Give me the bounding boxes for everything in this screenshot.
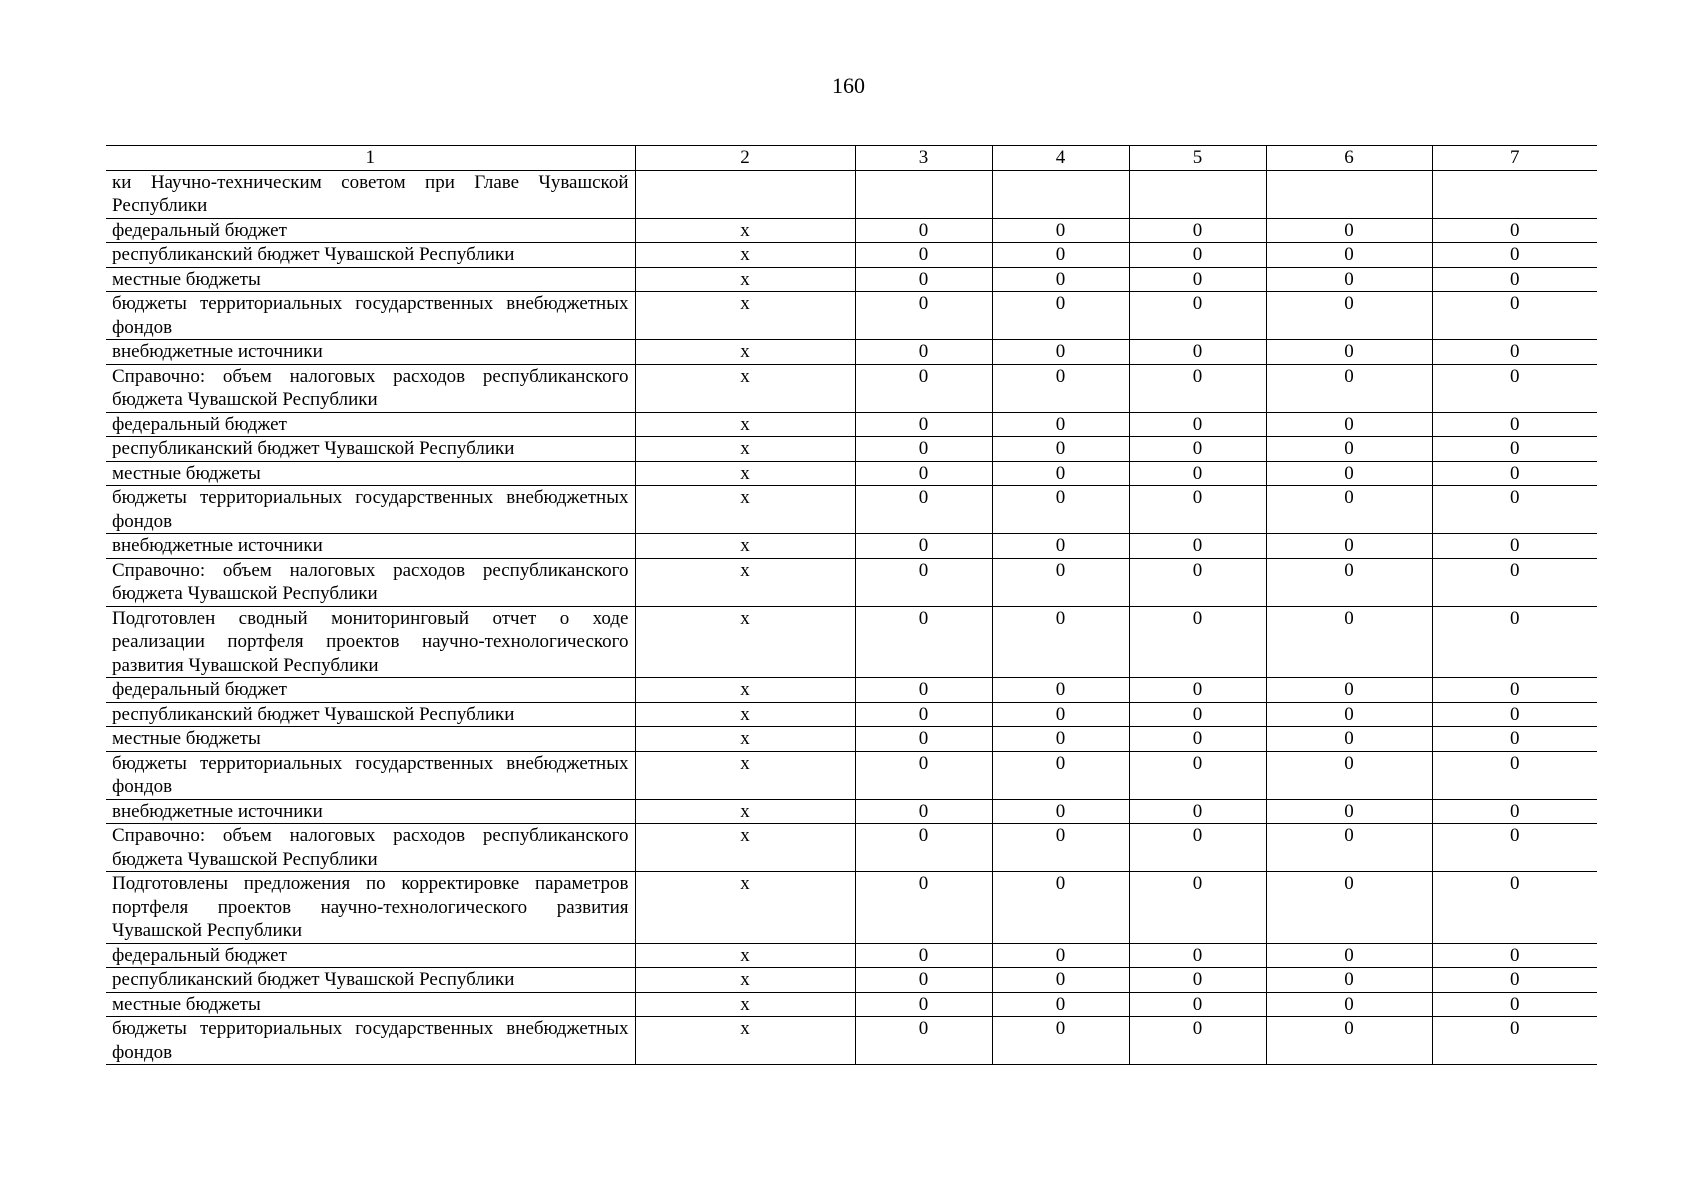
page-number: 160: [832, 73, 865, 98]
table-cell: х: [635, 340, 855, 365]
row-label: федеральный бюджет: [106, 943, 635, 968]
table-cell: 0: [1129, 727, 1266, 752]
table-cell: 0: [855, 727, 992, 752]
table-cell: 0: [855, 461, 992, 486]
table-cell: 0: [855, 486, 992, 534]
table-cell: 0: [855, 702, 992, 727]
table-cell: 0: [1266, 606, 1432, 678]
column-header: 4: [992, 146, 1129, 171]
table-cell: 0: [1266, 727, 1432, 752]
table-row: [106, 678, 1597, 703]
column-header: 5: [1129, 146, 1266, 171]
table-cell: 0: [1266, 340, 1432, 365]
table-cell: [1266, 170, 1432, 218]
table-row: [106, 1017, 1597, 1065]
table-row: [106, 799, 1597, 824]
table-cell: 0: [1129, 943, 1266, 968]
table-cell: 0: [1432, 437, 1597, 462]
row-label: Подготовлены предложения по корректировке параметров портфеля проектов научно-технологического развития Чувашской Республики: [106, 872, 635, 944]
row-label: Подготовлен сводный мониторинговый отчет о ходе реализации портфеля проектов научно-технологического развития Чувашской Республики: [106, 606, 635, 678]
table-row: [106, 170, 1597, 218]
table-cell: 0: [1432, 218, 1597, 243]
table-cell: 0: [992, 943, 1129, 968]
table-cell: х: [635, 606, 855, 678]
row-label: Справочно: объем налоговых расходов республиканского бюджета Чувашской Республики: [106, 364, 635, 412]
table-cell: 0: [1266, 534, 1432, 559]
table-cell: 0: [992, 727, 1129, 752]
table-cell: 0: [1129, 292, 1266, 340]
table-cell: 0: [1129, 606, 1266, 678]
row-label: республиканский бюджет Чувашской Республики: [106, 243, 635, 268]
table-cell: 0: [1129, 534, 1266, 559]
row-label: бюджеты территориальных государственных внебюджетных фондов: [106, 751, 635, 799]
table-cell: 0: [1266, 751, 1432, 799]
row-label: внебюджетные источники: [106, 534, 635, 559]
table-cell: 0: [1432, 1017, 1597, 1065]
table-cell: 0: [855, 218, 992, 243]
column-header: 3: [855, 146, 992, 171]
table-row: [106, 218, 1597, 243]
table-cell: 0: [992, 751, 1129, 799]
table-cell: х: [635, 678, 855, 703]
column-header: 7: [1432, 146, 1597, 171]
table-cell: 0: [855, 340, 992, 365]
table-cell: 0: [992, 872, 1129, 944]
table-cell: 0: [1432, 824, 1597, 872]
table-cell: х: [635, 968, 855, 993]
table-cell: 0: [855, 412, 992, 437]
table-cell: х: [635, 751, 855, 799]
table-cell: х: [635, 218, 855, 243]
table-cell: 0: [1432, 968, 1597, 993]
table-cell: 0: [855, 943, 992, 968]
table-cell: х: [635, 292, 855, 340]
row-label: местные бюджеты: [106, 267, 635, 292]
table-cell: 0: [855, 678, 992, 703]
row-label: республиканский бюджет Чувашской Республики: [106, 968, 635, 993]
table-row: [106, 243, 1597, 268]
table-cell: 0: [1129, 751, 1266, 799]
table-cell: 0: [992, 702, 1129, 727]
table-cell: 0: [1432, 799, 1597, 824]
table-cell: 0: [855, 292, 992, 340]
table-cell: 0: [1266, 486, 1432, 534]
table-cell: 0: [1432, 486, 1597, 534]
table-cell: 0: [992, 292, 1129, 340]
table-body: [106, 170, 1597, 1065]
table-cell: 0: [855, 558, 992, 606]
table-row: [106, 968, 1597, 993]
table-cell: 0: [992, 340, 1129, 365]
table-cell: 0: [855, 1017, 992, 1065]
table-cell: х: [635, 872, 855, 944]
table-cell: 0: [1432, 340, 1597, 365]
table-row: [106, 943, 1597, 968]
table-cell: 0: [1266, 292, 1432, 340]
column-header: 1: [106, 146, 635, 171]
table-cell: 0: [1432, 606, 1597, 678]
column-header: 6: [1266, 146, 1432, 171]
table-cell: 0: [992, 1017, 1129, 1065]
table-row: [106, 558, 1597, 606]
table-cell: 0: [992, 412, 1129, 437]
table-cell: х: [635, 364, 855, 412]
table-cell: 0: [1129, 243, 1266, 268]
table-row: [106, 992, 1597, 1017]
row-label: ки Научно-техническим советом при Главе Чувашской Республики: [106, 170, 635, 218]
row-label: Справочно: объем налоговых расходов республиканского бюджета Чувашской Республики: [106, 824, 635, 872]
table-cell: 0: [1266, 364, 1432, 412]
table-cell: 0: [992, 824, 1129, 872]
row-label: местные бюджеты: [106, 992, 635, 1017]
table-cell: 0: [1432, 727, 1597, 752]
table-cell: 0: [1129, 1017, 1266, 1065]
table-cell: х: [635, 267, 855, 292]
table-cell: 0: [1432, 702, 1597, 727]
table-cell: 0: [1129, 678, 1266, 703]
row-label: федеральный бюджет: [106, 218, 635, 243]
table-cell: 0: [1432, 243, 1597, 268]
table-cell: 0: [1266, 992, 1432, 1017]
table-cell: х: [635, 243, 855, 268]
table-row: [106, 727, 1597, 752]
table-cell: 0: [1266, 872, 1432, 944]
table-row: [106, 267, 1597, 292]
table-row: [106, 606, 1597, 678]
table-cell: 0: [1129, 412, 1266, 437]
table-cell: х: [635, 461, 855, 486]
table-cell: 0: [1129, 340, 1266, 365]
row-label: внебюджетные источники: [106, 340, 635, 365]
table-cell: 0: [855, 824, 992, 872]
table-cell: х: [635, 1017, 855, 1065]
table-row: [106, 702, 1597, 727]
table-cell: 0: [1432, 461, 1597, 486]
table-cell: 0: [1266, 702, 1432, 727]
table-cell: 0: [1432, 292, 1597, 340]
table-row: [106, 534, 1597, 559]
row-label: федеральный бюджет: [106, 678, 635, 703]
table-cell: 0: [1129, 968, 1266, 993]
row-label: республиканский бюджет Чувашской Республики: [106, 437, 635, 462]
table-cell: 0: [992, 799, 1129, 824]
table-cell: [855, 170, 992, 218]
row-label: местные бюджеты: [106, 727, 635, 752]
table-cell: 0: [1266, 437, 1432, 462]
table-cell: х: [635, 534, 855, 559]
table-cell: 0: [1129, 218, 1266, 243]
table-cell: 0: [1266, 267, 1432, 292]
table-row: [106, 461, 1597, 486]
table-row: [106, 751, 1597, 799]
table-cell: 0: [855, 799, 992, 824]
table-cell: 0: [1129, 702, 1266, 727]
table-cell: 0: [1432, 364, 1597, 412]
table-cell: 0: [1432, 943, 1597, 968]
row-label: бюджеты территориальных государственных внебюджетных фондов: [106, 486, 635, 534]
table-cell: 0: [992, 486, 1129, 534]
table-row: [106, 364, 1597, 412]
table-cell: 0: [1432, 992, 1597, 1017]
table-cell: 0: [992, 461, 1129, 486]
table-cell: 0: [992, 534, 1129, 559]
table-cell: 0: [1129, 461, 1266, 486]
table-cell: 0: [855, 243, 992, 268]
row-label: внебюджетные источники: [106, 799, 635, 824]
table-cell: 0: [855, 872, 992, 944]
table-cell: 0: [992, 267, 1129, 292]
table-cell: 0: [855, 968, 992, 993]
table-cell: 0: [992, 558, 1129, 606]
table-cell: х: [635, 437, 855, 462]
table-cell: 0: [992, 678, 1129, 703]
table-row: [106, 872, 1597, 944]
table-cell: [1432, 170, 1597, 218]
table-header-row: [106, 146, 1597, 171]
table-cell: х: [635, 727, 855, 752]
table-cell: 0: [1129, 364, 1266, 412]
table-cell: 0: [1129, 872, 1266, 944]
table-cell: 0: [992, 364, 1129, 412]
table-cell: 0: [1129, 437, 1266, 462]
table-row: [106, 824, 1597, 872]
table-cell: 0: [1129, 799, 1266, 824]
table-cell: 0: [1266, 824, 1432, 872]
table-row: [106, 486, 1597, 534]
table-cell: 0: [1266, 243, 1432, 268]
table-cell: 0: [992, 968, 1129, 993]
row-label: бюджеты территориальных государственных внебюджетных фондов: [106, 292, 635, 340]
table-cell: х: [635, 412, 855, 437]
table-cell: 0: [992, 992, 1129, 1017]
table-cell: 0: [1129, 267, 1266, 292]
table-cell: 0: [1432, 558, 1597, 606]
table-cell: 0: [1266, 678, 1432, 703]
table-cell: 0: [992, 218, 1129, 243]
row-label: Справочно: объем налоговых расходов республиканского бюджета Чувашской Республики: [106, 558, 635, 606]
table-cell: х: [635, 943, 855, 968]
table-cell: 0: [1266, 461, 1432, 486]
table-cell: 0: [1129, 486, 1266, 534]
table-cell: 0: [855, 751, 992, 799]
row-label: местные бюджеты: [106, 461, 635, 486]
table-cell: 0: [855, 437, 992, 462]
table-cell: 0: [1266, 799, 1432, 824]
table-cell: 0: [992, 606, 1129, 678]
table-cell: х: [635, 486, 855, 534]
budget-table: [106, 145, 1597, 1065]
table-cell: х: [635, 992, 855, 1017]
table-cell: [992, 170, 1129, 218]
table-cell: 0: [1432, 678, 1597, 703]
table-row: [106, 412, 1597, 437]
table-row: [106, 437, 1597, 462]
row-label: бюджеты территориальных государственных внебюджетных фондов: [106, 1017, 635, 1065]
table-cell: 0: [1266, 968, 1432, 993]
table-cell: х: [635, 558, 855, 606]
table-cell: х: [635, 702, 855, 727]
table-cell: 0: [1266, 412, 1432, 437]
table-cell: 0: [855, 267, 992, 292]
table-cell: 0: [1432, 751, 1597, 799]
table-cell: 0: [1432, 872, 1597, 944]
table-cell: 0: [855, 534, 992, 559]
table-cell: 0: [855, 606, 992, 678]
table-cell: [635, 170, 855, 218]
table-row: [106, 292, 1597, 340]
table-cell: х: [635, 824, 855, 872]
table-cell: 0: [1266, 1017, 1432, 1065]
table-cell: 0: [992, 437, 1129, 462]
row-label: федеральный бюджет: [106, 412, 635, 437]
table-cell: 0: [1266, 943, 1432, 968]
table-cell: 0: [1129, 992, 1266, 1017]
column-header: 2: [635, 146, 855, 171]
table-cell: х: [635, 799, 855, 824]
table-row: [106, 340, 1597, 365]
table-cell: 0: [1432, 534, 1597, 559]
table-cell: 0: [992, 243, 1129, 268]
table-cell: 0: [855, 992, 992, 1017]
table-cell: 0: [1266, 218, 1432, 243]
table-cell: 0: [1432, 267, 1597, 292]
row-label: республиканский бюджет Чувашской Республики: [106, 702, 635, 727]
table-cell: 0: [1432, 412, 1597, 437]
table-cell: 0: [855, 364, 992, 412]
table-cell: 0: [1129, 824, 1266, 872]
table-cell: 0: [1266, 558, 1432, 606]
table-cell: 0: [1129, 558, 1266, 606]
table-cell: [1129, 170, 1266, 218]
